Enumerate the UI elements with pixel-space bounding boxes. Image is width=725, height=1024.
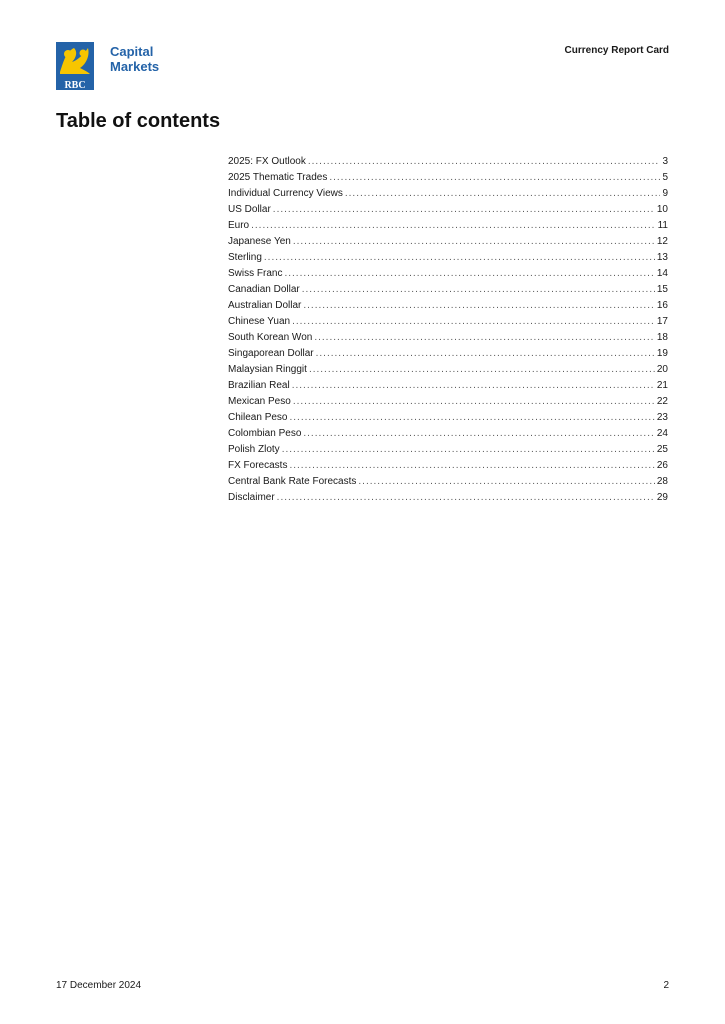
toc-entry-label: Disclaimer bbox=[228, 492, 275, 503]
toc-entry-label: Mexican Peso bbox=[228, 396, 291, 407]
toc-leader-dots bbox=[251, 218, 655, 234]
toc-leader-dots bbox=[264, 250, 655, 266]
toc-entry-page: 3 bbox=[662, 156, 668, 167]
toc-entry[interactable] bbox=[228, 394, 668, 410]
toc-entry-label: Brazilian Real bbox=[228, 380, 290, 391]
toc-leader-dots bbox=[289, 458, 654, 474]
toc-entry-label: South Korean Won bbox=[228, 332, 313, 343]
brand-line-capital: Capital bbox=[110, 44, 154, 59]
toc-entry[interactable] bbox=[228, 474, 668, 490]
toc-entry-label: Chinese Yuan bbox=[228, 316, 291, 327]
toc-entry-page: 25 bbox=[656, 444, 668, 455]
toc-entry-label: Central Bank Rate Forecasts bbox=[228, 476, 357, 487]
toc-leader-dots bbox=[303, 298, 655, 314]
toc-entry-label: Australian Dollar bbox=[228, 300, 302, 311]
toc-entry[interactable] bbox=[228, 330, 668, 346]
logo-rbc-text: RBC bbox=[64, 80, 86, 90]
toc-entry-page: 24 bbox=[656, 428, 668, 439]
toc-leader-dots bbox=[282, 442, 655, 458]
toc-entry[interactable] bbox=[228, 346, 668, 362]
toc-entry[interactable] bbox=[228, 154, 668, 170]
toc-entry-page: 11 bbox=[657, 220, 668, 231]
brand-line-markets: Markets bbox=[110, 59, 160, 74]
page-title: Table of contents bbox=[56, 110, 221, 132]
toc-entry[interactable] bbox=[228, 234, 668, 250]
toc-entry[interactable] bbox=[228, 490, 668, 506]
toc-entry[interactable] bbox=[228, 426, 668, 442]
toc-entry-page: 13 bbox=[656, 252, 668, 263]
toc-leader-dots bbox=[292, 314, 655, 330]
toc-entry-page: 20 bbox=[656, 364, 668, 375]
toc-entry[interactable] bbox=[228, 314, 668, 330]
toc-leader-dots bbox=[345, 186, 661, 202]
toc-entry[interactable] bbox=[228, 202, 668, 218]
toc-leader-dots bbox=[303, 426, 655, 442]
toc-entry-page: 9 bbox=[662, 188, 668, 199]
toc-entry-page: 14 bbox=[656, 268, 668, 279]
toc-entry[interactable] bbox=[228, 362, 668, 378]
toc-entry-label: Sterling bbox=[228, 252, 262, 263]
toc-entry[interactable] bbox=[228, 410, 668, 426]
toc-entry-label: 2025: FX Outlook bbox=[228, 156, 306, 167]
toc-leader-dots bbox=[293, 234, 655, 250]
toc-leader-dots bbox=[309, 362, 655, 378]
toc-entry-page: 19 bbox=[656, 348, 668, 359]
toc-leader-dots bbox=[314, 330, 655, 346]
toc-entry[interactable] bbox=[228, 442, 668, 458]
toc-leader-dots bbox=[277, 490, 655, 506]
toc-entry[interactable] bbox=[228, 250, 668, 266]
toc-entry[interactable] bbox=[228, 282, 668, 298]
toc-entry-label: Malaysian Ringgit bbox=[228, 364, 307, 375]
toc-entry-label: Euro bbox=[228, 220, 250, 231]
toc-entry-page: 23 bbox=[656, 412, 668, 423]
toc-entry-page: 29 bbox=[656, 492, 668, 503]
toc-leader-dots bbox=[289, 410, 654, 426]
toc-entry-page: 15 bbox=[656, 284, 668, 295]
toc-entry[interactable] bbox=[228, 298, 668, 314]
toc-entry-label: Japanese Yen bbox=[228, 236, 291, 247]
toc-entry-page: 22 bbox=[656, 396, 668, 407]
toc-entry-label: 2025 Thematic Trades bbox=[228, 172, 328, 183]
toc-entry-label: Polish Zloty bbox=[228, 444, 280, 455]
footer-date: 17 December 2024 bbox=[56, 980, 142, 991]
toc-entry-page: 21 bbox=[656, 380, 668, 391]
toc-entry-label: FX Forecasts bbox=[228, 460, 288, 471]
toc-leader-dots bbox=[358, 474, 654, 490]
toc-entry-page: 5 bbox=[662, 172, 668, 183]
rbc-capital-markets-logo bbox=[56, 42, 176, 94]
toc-entry-label: Canadian Dollar bbox=[228, 284, 300, 295]
toc-entry[interactable] bbox=[228, 170, 668, 186]
toc-entry-label: Colombian Peso bbox=[228, 428, 302, 439]
toc-entry-page: 16 bbox=[656, 300, 668, 311]
toc-entry-page: 12 bbox=[656, 236, 668, 247]
toc-leader-dots bbox=[293, 394, 655, 410]
toc-entry-label: Individual Currency Views bbox=[228, 188, 343, 199]
toc-entry-label: Singaporean Dollar bbox=[228, 348, 314, 359]
toc-entry-page: 17 bbox=[656, 316, 668, 327]
footer-page-number: 2 bbox=[663, 980, 669, 991]
toc-entry-label: US Dollar bbox=[228, 204, 271, 215]
toc-leader-dots bbox=[316, 346, 655, 362]
toc-entry-page: 28 bbox=[656, 476, 668, 487]
toc-entry[interactable] bbox=[228, 458, 668, 474]
toc-leader-dots bbox=[308, 154, 661, 170]
toc-leader-dots bbox=[284, 266, 654, 282]
rbc-shield-icon bbox=[56, 42, 94, 90]
toc-entry[interactable] bbox=[228, 186, 668, 202]
toc-leader-dots bbox=[292, 378, 655, 394]
report-title: Currency Report Card bbox=[564, 45, 669, 56]
toc-entry[interactable] bbox=[228, 266, 668, 282]
toc-leader-dots bbox=[273, 202, 655, 218]
toc-entry-label: Swiss Franc bbox=[228, 268, 283, 279]
toc-entry[interactable] bbox=[228, 218, 668, 234]
toc-entry-label: Chilean Peso bbox=[228, 412, 288, 423]
toc-entry-page: 26 bbox=[656, 460, 668, 471]
toc-leader-dots bbox=[302, 282, 655, 298]
brand-name bbox=[110, 44, 159, 74]
toc-entry-page: 18 bbox=[656, 332, 668, 343]
table-of-contents bbox=[228, 154, 668, 506]
toc-entry[interactable] bbox=[228, 378, 668, 394]
toc-entry-page: 10 bbox=[656, 204, 668, 215]
toc-leader-dots bbox=[329, 170, 660, 186]
